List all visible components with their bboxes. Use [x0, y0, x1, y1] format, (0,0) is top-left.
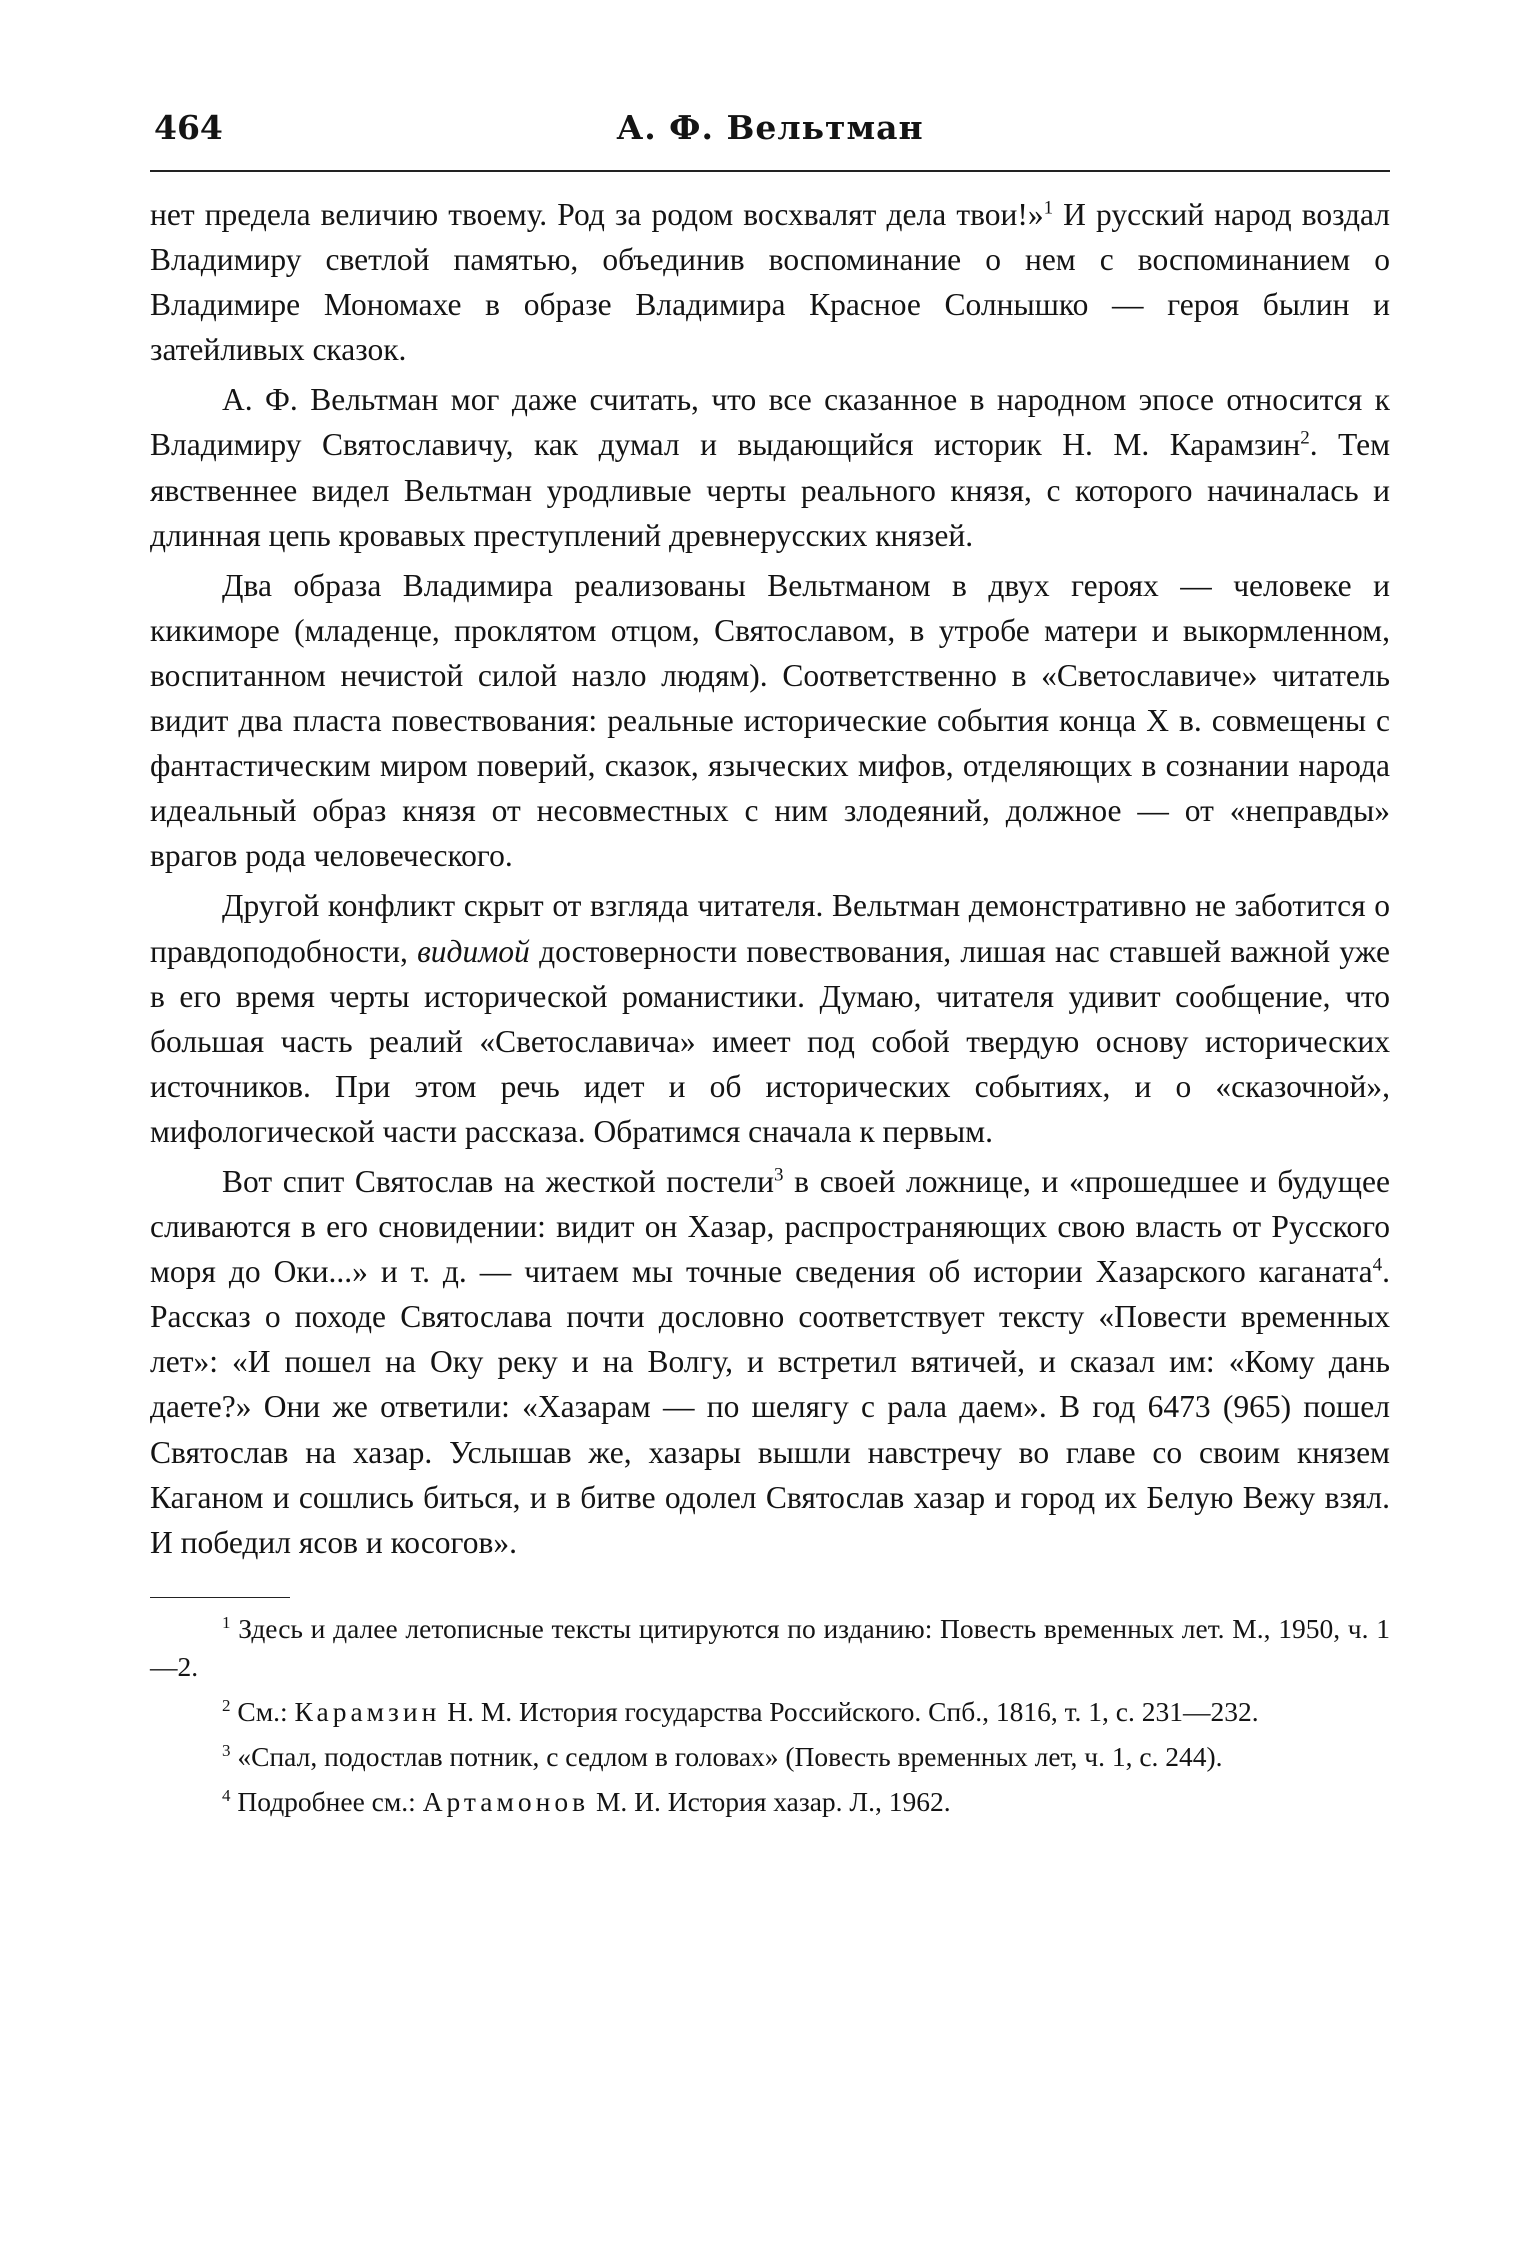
paragraph-2-text-b: . Тем явственнее видел Вельтман уродливые черты реального князя, с которого начиналась и длинная цепь кровавых преступлений древнерусских князей. [150, 427, 1391, 553]
footnotes [150, 1610, 1390, 1821]
running-head [150, 100, 1390, 162]
running-title: А. Ф. Вельтман [616, 108, 924, 147]
paragraph-5-text-b: в своей ложнице, и «прошедшее и будущее сливаются в его сновидении: видит он Хазар, распространяющих свою власть от Русского моря до Оки...» и т. д. — читаем мы точные сведения об истории Хазарского каганата [150, 1163, 1390, 1290]
paragraph-4-text-b: достоверности повествования, лишая нас ставшей важной уже в его время черты исторической романистики. Думаю, читателя удивит сообщение, что большая часть реалий «Светославича» имеет под собой твердую основу исторических источников. При этом речь идет и об исторических событиях, и о «сказочной», мифологической части рассказа. Обратимся сначала к первым. [150, 933, 1390, 1149]
page-number: 464 [154, 108, 223, 147]
footnote-4-text: М. И. История хазар. Л., 1962. [589, 1785, 951, 1817]
paragraph-1-text-b: И русский народ воздал Владимиру светлой памятью, объединив воспоминание о нем с воспоминанием о Владимире Мономахе в образе Владимира Красное Солнышко — героя былин и затейливых сказок. [150, 197, 1390, 368]
footnote-mark-2: 2 [222, 1695, 231, 1715]
paragraph-4 [150, 883, 1390, 1154]
footnote-ref-1[interactable]: 1 [1043, 197, 1054, 219]
footnote-4-prefix: Подробнее см.: [230, 1785, 423, 1817]
paragraph-5-text-a: Вот спит Святослав на жесткой постели [222, 1163, 774, 1199]
paragraph-2 [150, 377, 1390, 557]
paragraph-5 [150, 1159, 1390, 1565]
footnote-mark-4: 4 [222, 1785, 231, 1805]
footnote-ref-4[interactable]: 4 [1372, 1254, 1383, 1276]
footnote-2-prefix: См.: [230, 1695, 295, 1727]
footnote-3 [150, 1738, 1390, 1776]
footnote-2-text: Н. М. История государства Российского. Спб., 1816, т. 1, с. 231—232. [440, 1695, 1259, 1727]
footnote-4 [150, 1783, 1390, 1821]
header-rule [150, 170, 1390, 172]
body-text [150, 192, 1390, 1565]
footnote-2 [150, 1693, 1390, 1731]
footnote-rule [150, 1597, 290, 1598]
paragraph-1 [150, 192, 1390, 372]
footnote-2-author: Карамзин [294, 1695, 441, 1727]
paragraph-4-text-a: Другой конфликт скрыт от взгляда читателя. Вельтман демонстративно не заботится о правдоподобности, [150, 888, 1390, 969]
footnote-1-text: Здесь и далее летописные тексты цитируются по изданию: Повесть временных лет. М., 1950, ч. 1—2. [150, 1612, 1390, 1682]
footnote-ref-2[interactable]: 2 [1300, 427, 1310, 449]
footnote-mark-3: 3 [222, 1740, 231, 1760]
paragraph-5-text-c: . Рассказ о походе Святослава почти дословно соответствует тексту «Повести временных лет»: «И пошел на Оку реку и на Волгу, и встретил вятичей, и сказал им: «Кому дань даете?» Они же ответили: «Хазарам — по шелягу с рала даем». В год 6473 (965) пошел Святослав на хазар. Услышав же, хазары вышли навстречу во главе со своим князем Каганом и сошлись биться, и в битве одолел Святослав хазар и город их Белую Вежу взял. И победил ясов и косогов». [150, 1254, 1390, 1560]
paragraph-4-emphasis: видимой [417, 933, 530, 969]
footnote-3-text: «Спал, подостлав потник, с седлом в головах» (Повесть временных лет, ч. 1, с. 244). [230, 1740, 1223, 1772]
footnote-mark-1: 1 [222, 1612, 231, 1632]
paragraph-3: Два образа Владимира реализованы Вельтманом в двух героях — человеке и кикиморе (младенце, проклятом отцом, Святославом, в утробе матери и выкормленном, воспитанном нечистой силой назло людям). Соответственно в «Светославиче» читатель видит два пласта повествования: реальные исторические события конца X в. совмещены с фантастическим миром поверий, сказок, языческих мифов, отделяющих в сознании народа идеальный образ князя от несовместных с ним злодеяний, должное — от «неправды» врагов рода человеческого. [150, 567, 1390, 874]
footnote-4-author: Артамонов [422, 1785, 590, 1817]
footnote-ref-3[interactable]: 3 [774, 1164, 784, 1186]
paragraph-2-text-a: А. Ф. Вельтман мог даже считать, что все сказанное в народном эпосе относится к Владимиру Святославичу, как думал и выдающийся историк Н. М. Карамзин [150, 382, 1390, 463]
book-page [150, 100, 1390, 1821]
footnote-1 [150, 1610, 1390, 1686]
paragraph-1-text-a: нет предела величию твоему. Род за родом восхвалят дела твои!» [150, 197, 1044, 232]
